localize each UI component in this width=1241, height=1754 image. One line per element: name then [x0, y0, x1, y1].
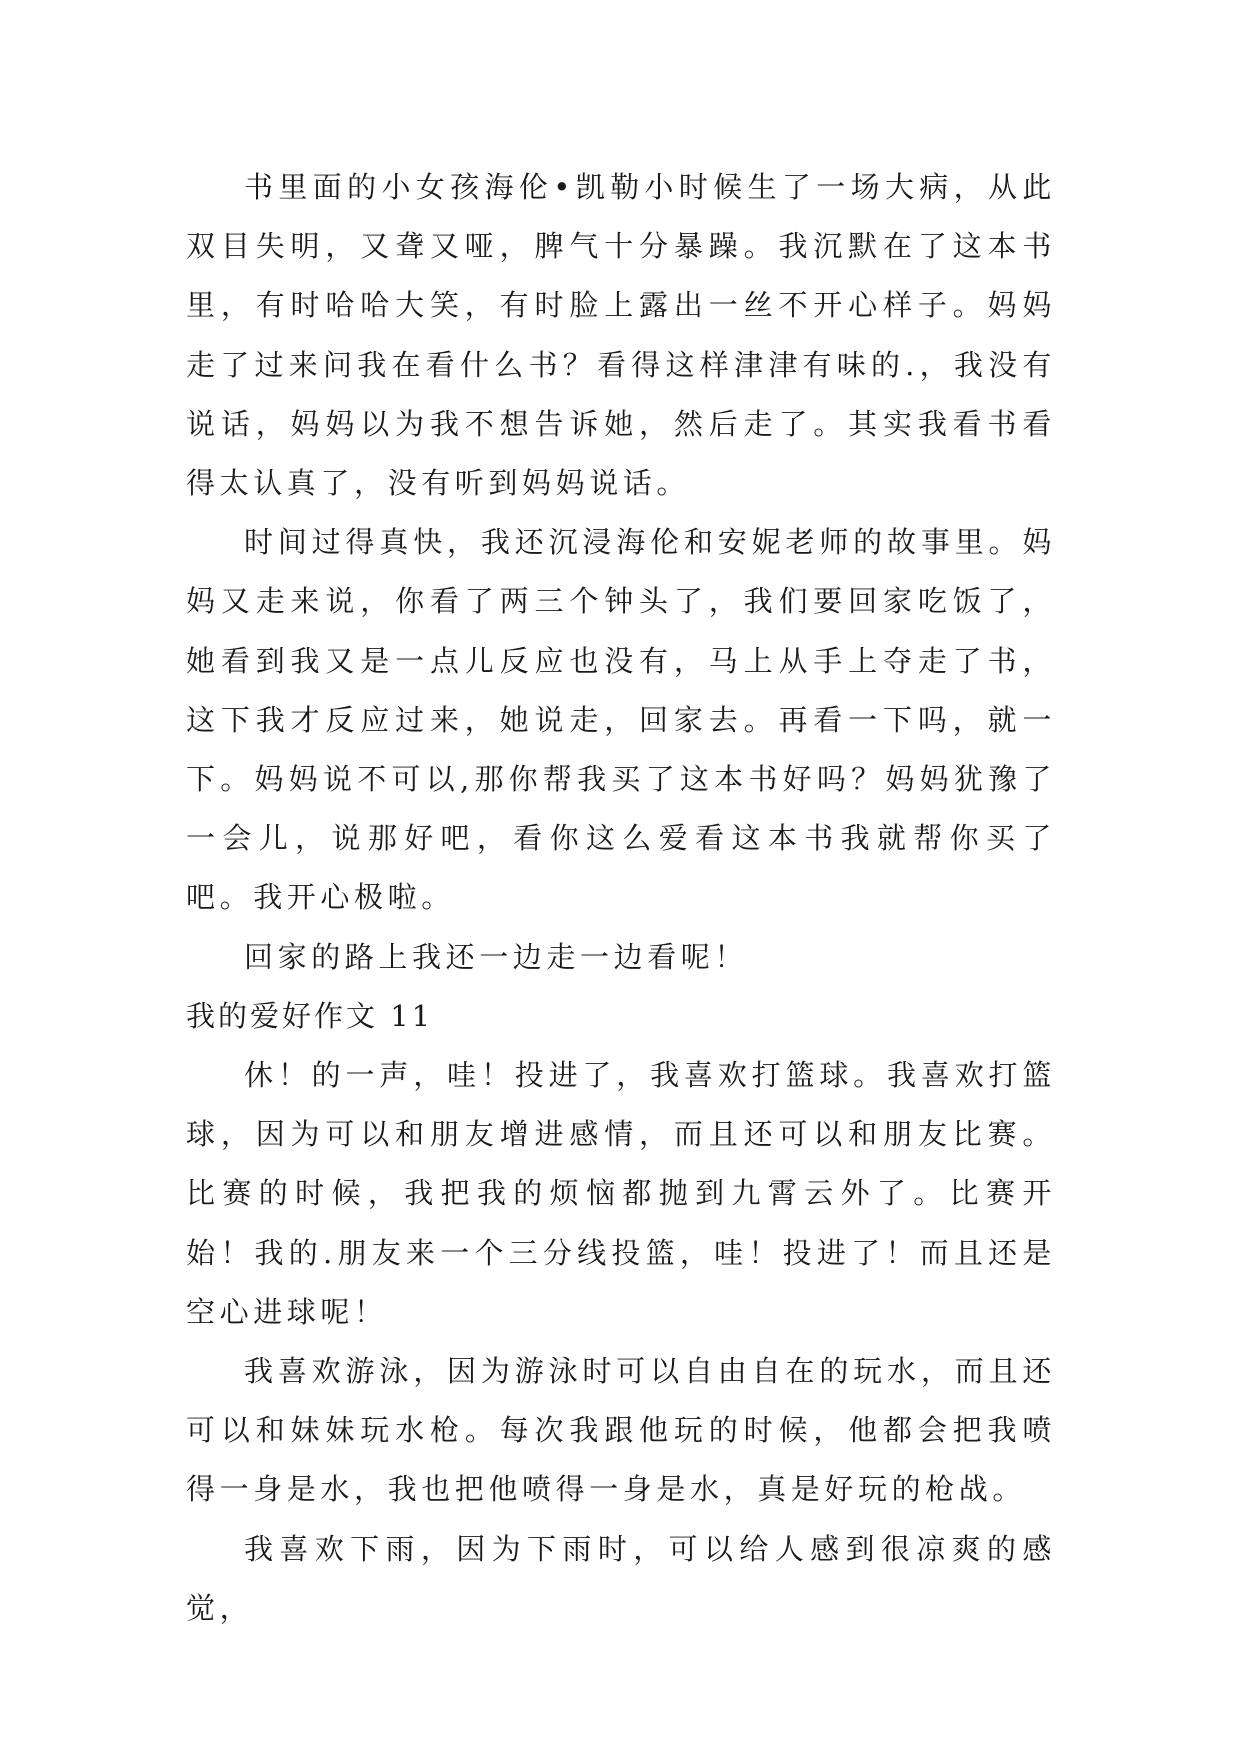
paragraph-rain: 我喜欢下雨，因为下雨时，可以给人感到很凉爽的感觉， [186, 1531, 1056, 1625]
essay-heading: 我的爱好作文 11 [186, 998, 434, 1033]
paragraph-walk-home: 回家的路上我还一边走一边看呢！ [244, 939, 749, 974]
paragraph-swimming: 我喜欢游泳，因为游泳时可以自由自在的玩水，而且还可以和妹妹玩水枪。每次我跟他玩的时候，他都会把我喷得一身是水，我也把他喷得一身是水，真是好玩的枪战。 [186, 1354, 1056, 1507]
paragraph-basketball: 休！的一声，哇！投进了，我喜欢打篮球。我喜欢打篮球，因为可以和朋友增进感情，而且还可以和朋友比赛。比赛的时候，我把我的烦恼都抛到九霄云外了。比赛开始！我的.朋友来一个三分线投篮，哇！投进了！而且还是空心进球呢！ [186, 1058, 1056, 1329]
paragraph-helen-keller-intro: 书里面的小女孩海伦•凯勒小时候生了一场大病，从此双目失明，又聋又哑，脾气十分暴躁。我沉默在了这本书里，有时哈哈大笑，有时脸上露出一丝不开心样子。妈妈走了过来问我在看什么书？看得这样津津有味的.，我没有说话，妈妈以为我不想告诉她，然后走了。其实我看书看得太认真了，没有听到妈妈说话。 [186, 170, 1056, 501]
paragraph-time-passes: 时间过得真快，我还沉浸海伦和安妮老师的故事里。妈妈又走来说，你看了两三个钟头了，我们要回家吃饭了，她看到我又是一点儿反应也没有，马上从手上夺走了书，这下我才反应过来，她说走，回家去。再看一下吗，就一下。妈妈说不可以,那你帮我买了这本书好吗？妈妈犹豫了一会儿，说那好吧，看你这么爱看这本书我就帮你买了吧。我开心极啦。 [186, 525, 1056, 915]
document-page [186, 158, 1056, 1638]
